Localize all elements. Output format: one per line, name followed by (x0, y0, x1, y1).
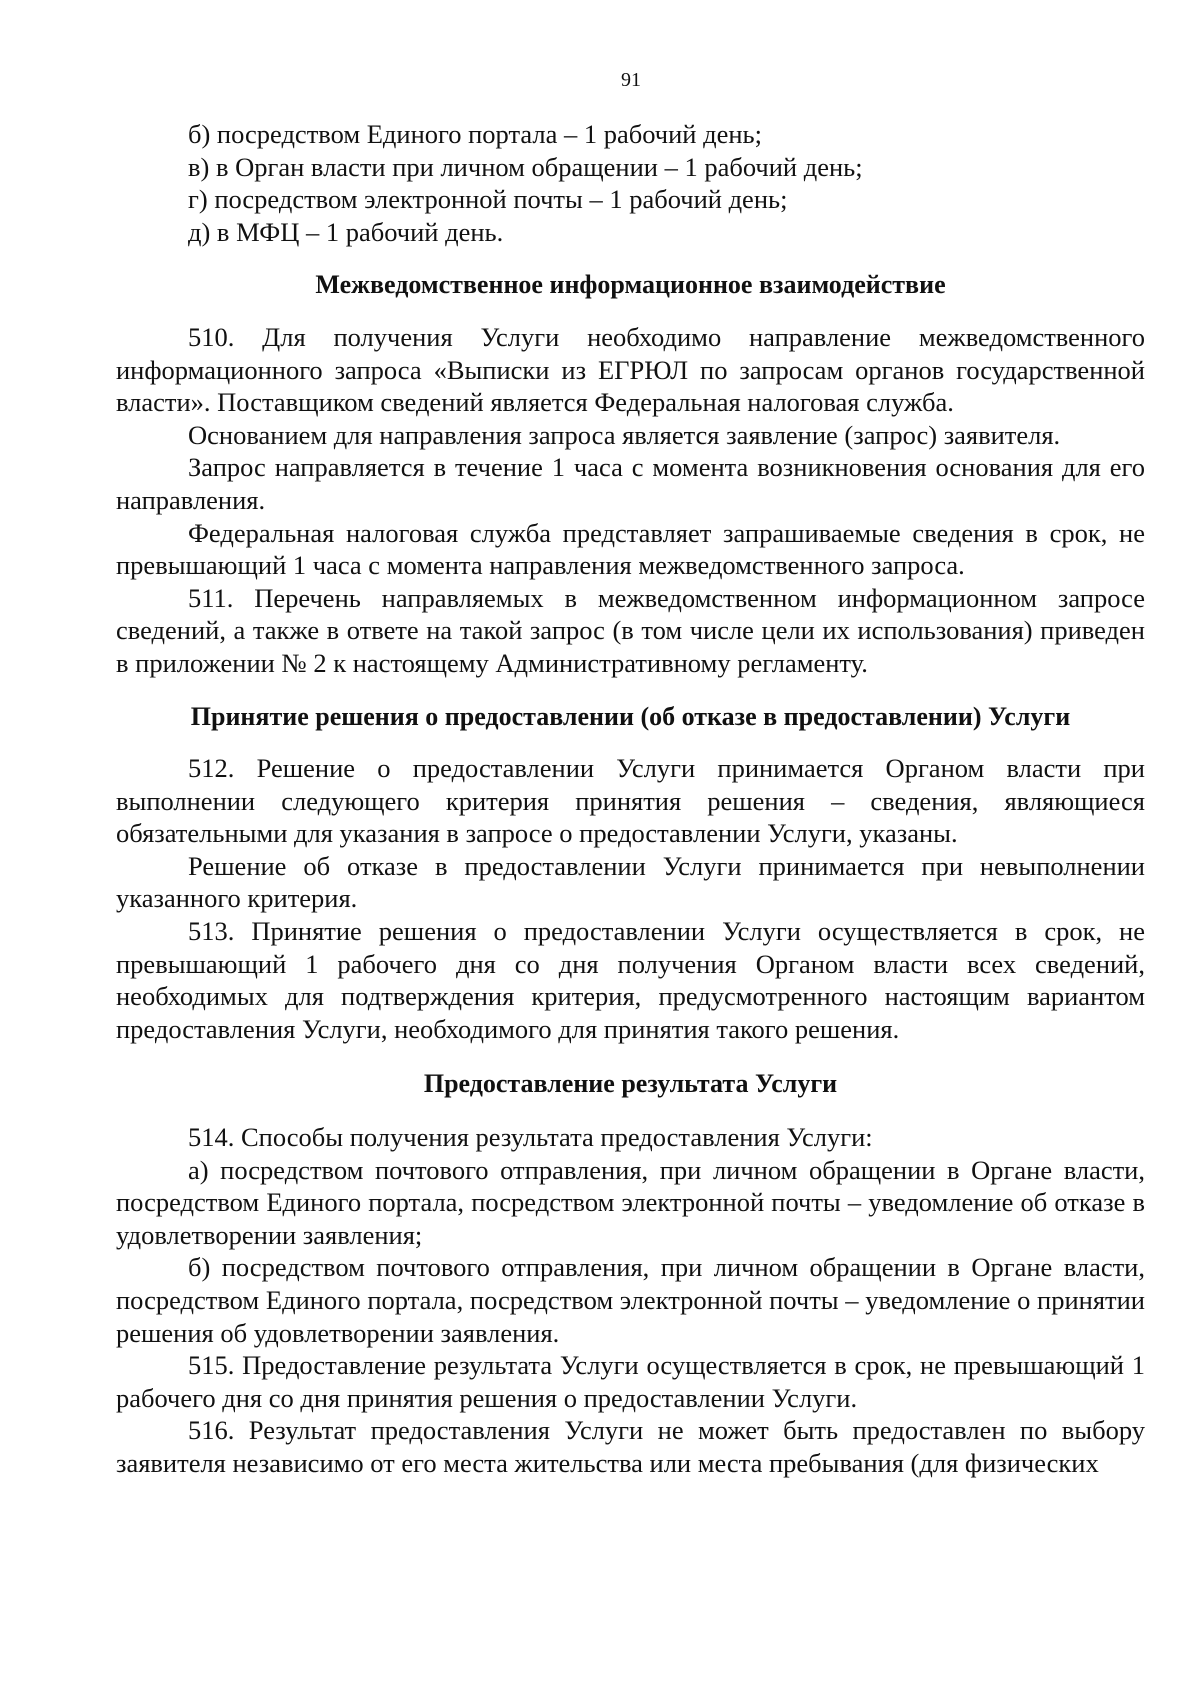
paragraph-510-time: Запрос направляется в течение 1 часа с момента возникновения основания для его направления. (116, 452, 1145, 515)
paragraph-514-a: а) посредством почтового отправления, при личном обращении в Органе власти, посредством Единого портала, посредством электронной почты – уведомление об отказе в удовлетворении заявления; (116, 1154, 1145, 1250)
paragraph-514: 514. Способы получения результата предоставления Услуги: (188, 1122, 873, 1153)
list-item: б) посредством Единого портала – 1 рабочий день; (188, 119, 762, 149)
paragraph-514-b: б) посредством почтового отправления, при личном обращении в Органе власти, посредством Единого портала, посредством электронной почты – уведомление о принятии решения об удовлетворении заявления. (116, 1252, 1145, 1348)
paragraph-510-basis: Основанием для направления запроса является заявление (запрос) заявителя. (188, 419, 1061, 450)
paragraph-516: 516. Результат предоставления Услуги не может быть предоставлен по выбору заявителя независимо от его места жительства или места пребывания (для физических (116, 1415, 1145, 1478)
paragraph-515: 515. Предоставление результата Услуги осуществляется в срок, не превышающий 1 рабочего дня со дня принятия решения о предоставлении Услуги. (116, 1350, 1145, 1413)
paragraph-510: 510. Для получения Услуги необходимо направление межведомственного информационного запроса «Выписки из ЕГРЮЛ по запросам органов государственной власти». Поставщиком сведений является Федеральная налоговая служба. (116, 321, 1145, 418)
section-heading-result: Предоставление результата Услуги (423, 1069, 838, 1099)
paragraph-512-refusal: Решение об отказе в предоставлении Услуги принимается при невыполнении указанного критерия. (116, 850, 1145, 914)
list-item: г) посредством электронной почты – 1 рабочий день; (188, 184, 788, 215)
section-heading-decision: Принятие решения о предоставлении (об отказе в предоставлении) Услуги (190, 701, 1071, 731)
paragraph-512: 512. Решение о предоставлении Услуги принимается Органом власти при выполнении следующего критерия принятия решения – сведения, являющиеся обязательными для указания в запросе о предоставлении Услуги, указаны. (116, 753, 1145, 849)
delivery-terms-list (116, 118, 1145, 248)
list-item: в) в Орган власти при личном обращении – 1 рабочий день; (188, 151, 863, 182)
document-body (116, 118, 1145, 1480)
paragraph-510-fns: Федеральная налоговая служба представляет запрашиваемые сведения в срок, не превышающий 1 часа с момента направления межведомственного запроса. (116, 517, 1145, 581)
section-heading-interagency: Межведомственное информационное взаимодействие (315, 270, 946, 300)
page-number: 91 (621, 69, 641, 91)
list-item: д) в МФЦ – 1 рабочий день. (188, 216, 504, 247)
paragraph-511: 511. Перечень направляемых в межведомственном информационном запросе сведений, а также в ответе на такой запрос (в том числе цели их использования) приведен в приложении № 2 к настоящему Административному регламенту. (116, 582, 1145, 678)
paragraph-513: 513. Принятие решения о предоставлении Услуги осуществляется в срок, не превышающий 1 рабочего дня со дня получения Органом власти всех сведений, необходимых для подтверждения критерия, предусмотренного настоящим вариантом предоставления Услуги, необходимого для принятия такого решения. (116, 916, 1145, 1044)
